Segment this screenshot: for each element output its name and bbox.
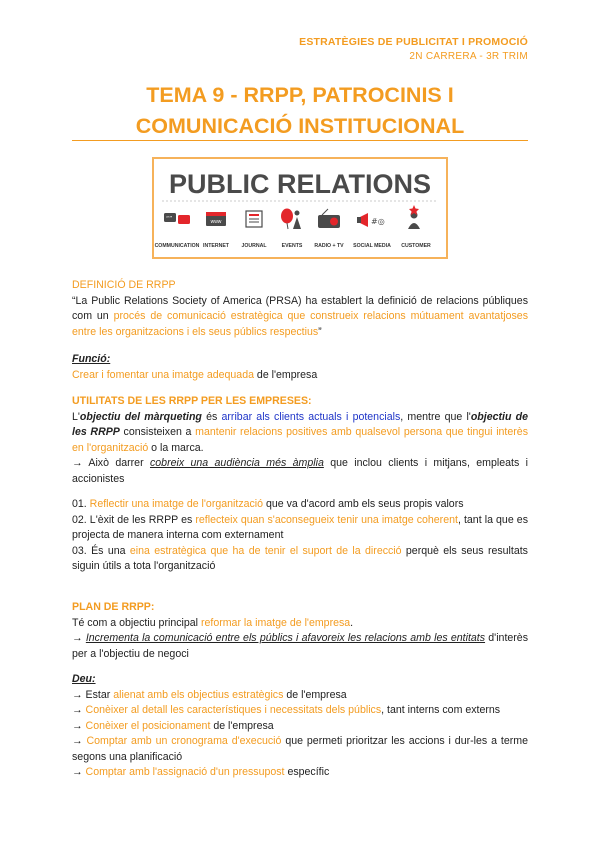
svg-text:#◎: #◎ (371, 217, 385, 226)
www-icon (206, 212, 226, 226)
pla-heading: PLAN DE RRPP: (72, 601, 155, 613)
icon-label-customer: CUSTOMER (401, 243, 431, 249)
speech-bubbles-icon (164, 213, 190, 224)
list-item: → Conèixer al detall les característiques i necessitats dels públics, tant interns com externs (72, 704, 501, 716)
balloon-icon (281, 209, 301, 230)
funcio-section (72, 352, 528, 383)
icon-label-internet: INTERNET (203, 243, 229, 249)
icon-label-social-media: SOCIAL MEDIA (353, 243, 391, 249)
definition-heading: DEFINICIÓ DE RRPP (72, 279, 176, 291)
pla-objective: Té com a objectiu principal reformar la imatge de l'empresa. (72, 616, 354, 629)
definition-section (72, 278, 528, 340)
funcio-text: Crear i fomentar una imatge adequada de l'empresa (72, 368, 318, 381)
pla-section (72, 600, 528, 662)
icon-label-communication: COMMUNICATION (154, 243, 200, 249)
deu-heading: Deu: (72, 673, 96, 685)
definition-paragraph: “La Public Relations Society of America (PRSA) ha establert la definició de relacions públiques com un procés de comunicació estratègica que construeix relacions mútuament avantatjoses entre les organitzacions i els seus públics respectius” (72, 294, 528, 338)
public-relations-image (152, 157, 448, 259)
list-item: → Comptar amb un cronograma d'execució que permeti prioritzar les accions i dur-les a terme segons una planificació (72, 735, 528, 763)
icon-label-radio-tv: RADIO + TV (314, 243, 344, 249)
list-item: 03. És una eina estratègica que ha de tenir el suport de la direcció perquè els seus resultats siguin útils a tota l'organització (72, 544, 528, 572)
logo-heading: PUBLIC RELATIONS (169, 169, 431, 199)
list-item: 02. L'èxit de les RRPP es reflecteix quan s'aconsegueix tenir una imatge coherent, tant la que es projecta de manera interna com externament (72, 513, 528, 541)
icon-label-events: EVENTS (281, 243, 303, 249)
subject-label: ESTRATÈGIES DE PUBLICITAT I PROMOCIÓ (299, 36, 528, 48)
title-line-2: COMUNICACIÓ INSTITUCIONAL (135, 114, 465, 138)
deu-section (72, 672, 528, 781)
title-line-1: TEMA 9 - RRPP, PATROCINIS I (146, 83, 454, 107)
list-item: → Conèixer el posicionament de l'empresa (72, 719, 274, 732)
list-item: → Estar alienat amb els objectius estratègics de l'empresa (72, 688, 347, 701)
customer-icon (408, 205, 420, 229)
icon-label-journal: JOURNAL (241, 243, 267, 249)
page-header (299, 36, 528, 62)
course-label: 2N CARRERA - 3R TRIM (409, 51, 528, 62)
list-item: → Comptar amb l'assignació d'un pressupost específic (72, 766, 330, 778)
svg-text:www: www (210, 219, 222, 225)
social-icon (357, 213, 385, 227)
radio-icon (318, 209, 340, 228)
title-divider (72, 140, 528, 141)
utilitats-heading: UTILITATS DE LES RRPP PER LES EMPRESES: (72, 395, 312, 407)
funcio-heading: Funció: (72, 353, 111, 365)
audience-note: → Això darrer cobreix una audiència més àmplia que inclou clients i mitjans, empleats i accionistes (72, 457, 528, 485)
document-title (72, 80, 528, 142)
svg-text:“”: “” (166, 215, 173, 223)
newspaper-icon (246, 211, 262, 227)
utilitats-paragraph: L'objectiu del màrqueting és arribar als clients actuals i potencials, mentre que l'objectiu de les RRPP consisteixen a mantenir relacions positives amb qualsevol persona que tingui interès en l'organització o la marca. (72, 410, 528, 454)
utilitats-section (72, 394, 528, 487)
pla-note: → Incrementa la comunicació entre els públics i afavoreix les relacions amb les entitats d'interès per a l'objectiu de negoci (72, 632, 528, 660)
utilitats-list (72, 497, 528, 575)
list-item: 01. Reflectir una imatge de l'organització que va d'acord amb els seus propis valors (72, 498, 464, 510)
